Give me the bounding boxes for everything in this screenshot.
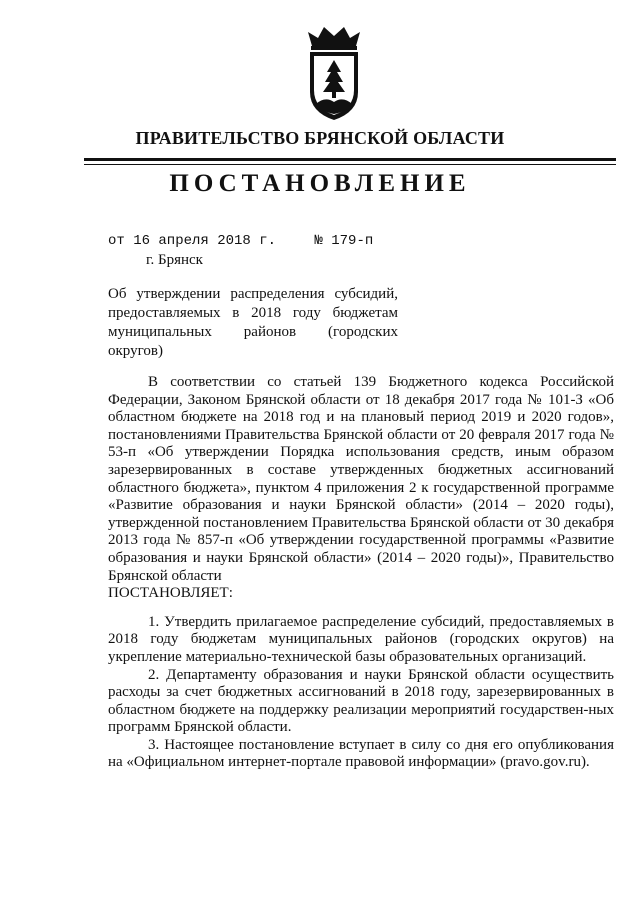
decree-heading: ПОСТАНОВЛЯЕТ: [108,585,233,602]
header-rule-thick [84,158,616,161]
decree-item: 2. Департаменту образования и науки Брянской области осуществить расходы за счет бюджетных ассигнований в 2018 году, зарезервированных в областном бюджете на поддержку реализации мероприятий государствен-ных программ Брянской области. [108,666,614,736]
decree-item: 3. Настоящее постановление вступает в силу со дня его опубликования на «Официальном интернет-портале правовой информации» (pravo.gov.ru). [108,736,614,771]
subject-line: муниципальных районов (городских округов) [108,324,398,359]
date-number-line [108,233,373,249]
document-subject [108,285,398,361]
government-title: ПРАВИТЕЛЬСТВО БРЯНСКОЙ ОБЛАСТИ [135,128,505,148]
document-city: г. Брянск [146,252,203,268]
preamble-paragraph: В соответствии со статьей 139 Бюджетного кодекса Российской Федерации, Законом Брянской области от 18 декабря 2017 года № 101-З «Об областном бюджете на 2018 год и на плановый период 2019 и 2020 годов», постановлениями Правительства Брянской области от 20 февраля 2017 года № 53-п «Об утверждении Порядка использования средств, иным образом зарезервированных в составе утвержденных бюджетных ассигнований областного бюджета», пунктом 4 приложения 2 к государственной программе «Развитие образования и науки Брянской области» (2014 – 2020 годы), утвержденной постановлением Правительства Брянской области от 30 декабря 2013 года № 857-п «Об утверждении государственной программы «Развитие образования и науки Брянской области» (2014 – 2020 годы)», Правительство Брянской области [108,374,614,584]
document-body [108,374,614,772]
coat-of-arms-icon [300,24,368,124]
document-type-title: ПОСТАНОВЛЕНИЕ [169,170,471,197]
header-rule-thin [84,164,616,165]
subject-line: предоставляемых в 2018 году бюджетам [108,305,398,321]
subject-line: Об утверждении распределения субсидий, [108,286,398,302]
document-number: № 179-п [314,233,374,249]
decree-item: 1. Утвердить прилагаемое распределение субсидий, предоставляемых в 2018 году бюджетам муниципальных районов (городских округов) на укрепление материально-технической базы образовательных организаций. [108,613,614,665]
document-date: от 16 апреля 2018 г. [108,233,277,249]
